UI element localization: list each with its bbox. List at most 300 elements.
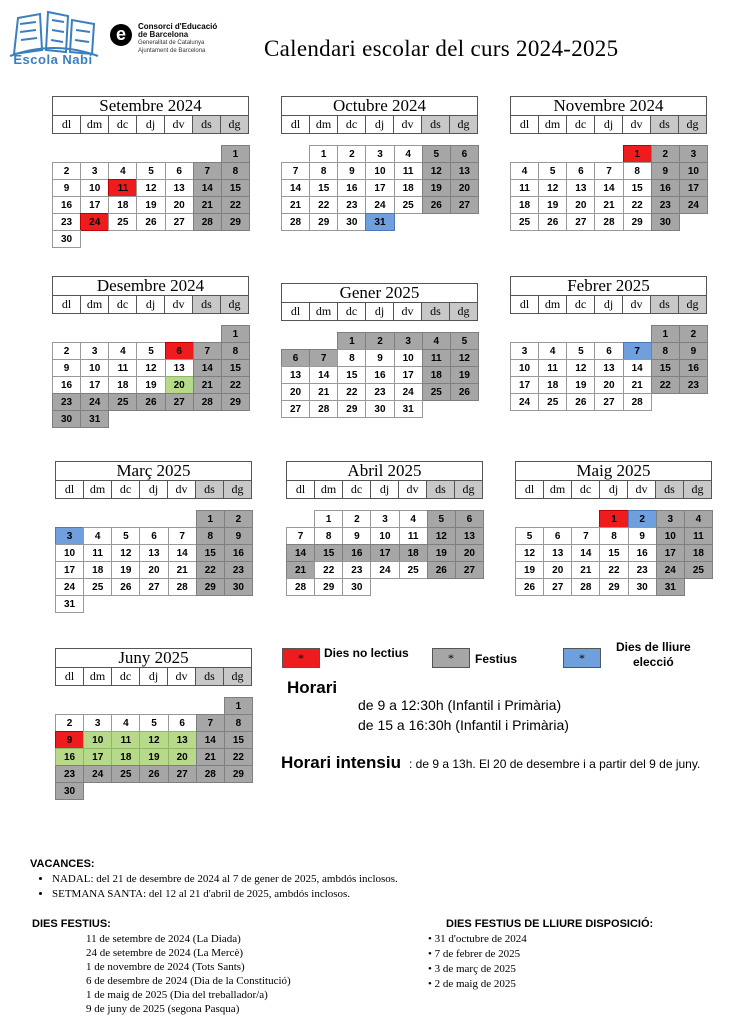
day-cell: 17 (510, 376, 539, 394)
month-calendar (55, 648, 252, 799)
empty-cell (139, 697, 168, 715)
empty-cell (594, 325, 623, 343)
day-grid (510, 325, 707, 410)
day-cell: 11 (538, 359, 567, 377)
day-cell: 3 (679, 145, 708, 163)
day-cell: 25 (538, 393, 567, 411)
day-cell: 16 (52, 376, 81, 394)
day-cell: 3 (55, 527, 84, 545)
vacances-item: • SETMANA SANTA: del 12 al 21 d'abril de 2025, ambdós inclosos. (52, 887, 398, 902)
empty-cell (543, 510, 572, 528)
day-cell: 13 (281, 366, 310, 384)
day-cell: 24 (80, 393, 109, 411)
weekday-label: dj (366, 303, 394, 321)
weekday-label: dl (56, 668, 84, 686)
day-cell: 17 (55, 561, 84, 579)
day-cell: 9 (55, 731, 84, 749)
day-cell: 14 (196, 731, 225, 749)
day-cell: 11 (684, 527, 713, 545)
day-cell: 1 (221, 145, 250, 163)
day-cell: 8 (196, 527, 225, 545)
day-cell: 29 (623, 213, 652, 231)
day-cell: 11 (108, 359, 137, 377)
day-cell: 20 (168, 748, 197, 766)
day-cell: 27 (455, 561, 484, 579)
month-calendar (52, 96, 249, 247)
empty-cell (538, 325, 567, 343)
weekday-label: ds (651, 296, 679, 314)
empty-cell (111, 697, 140, 715)
consorci-line-4: Ajuntament de Barcelona (138, 48, 206, 54)
day-cell: 3 (510, 342, 539, 360)
day-cell: 16 (628, 544, 657, 562)
month-title: Abril 2025 (286, 461, 483, 481)
weekday-label: dj (366, 116, 394, 134)
day-cell: 24 (679, 196, 708, 214)
weekday-label: dv (399, 481, 427, 499)
day-cell: 16 (224, 544, 253, 562)
empty-cell (136, 325, 165, 343)
day-cell: 26 (136, 393, 165, 411)
weekday-label: dv (623, 116, 651, 134)
day-cell: 12 (427, 527, 456, 545)
day-cell: 5 (422, 145, 451, 163)
day-cell: 2 (52, 162, 81, 180)
day-cell: 13 (165, 179, 194, 197)
month-title: Novembre 2024 (510, 96, 707, 116)
day-cell: 14 (309, 366, 338, 384)
day-cell: 27 (168, 765, 197, 783)
day-cell: 28 (281, 213, 310, 231)
day-cell: 29 (337, 400, 366, 418)
day-cell: 5 (427, 510, 456, 528)
lliure-item: • 2 de maig de 2025 (428, 977, 527, 992)
day-cell: 17 (370, 544, 399, 562)
day-cell: 21 (193, 196, 222, 214)
day-cell: 28 (286, 578, 315, 596)
weekday-label: dm (81, 296, 109, 314)
day-cell: 13 (455, 527, 484, 545)
day-cell: 14 (168, 544, 197, 562)
empty-cell (309, 332, 338, 350)
day-cell: 26 (139, 765, 168, 783)
weekday-label: ds (193, 296, 221, 314)
vacances-item: • NADAL: del 21 de desembre de 2024 al 7 de gener de 2025, ambdós inclosos. (52, 872, 398, 887)
day-cell: 10 (83, 731, 112, 749)
day-cell: 6 (543, 527, 572, 545)
month-title: Gener 2025 (281, 283, 478, 303)
day-cell: 16 (679, 359, 708, 377)
day-cell: 25 (111, 765, 140, 783)
day-cell: 31 (80, 410, 109, 428)
day-cell: 19 (538, 196, 567, 214)
day-cell: 8 (221, 162, 250, 180)
weekday-label: dg (455, 481, 483, 499)
weekday-label: dc (572, 481, 600, 499)
day-cell: 12 (450, 349, 479, 367)
day-cell: 1 (337, 332, 366, 350)
day-cell: 8 (337, 349, 366, 367)
day-cell: 16 (337, 179, 366, 197)
day-cell: 7 (168, 527, 197, 545)
day-cell: 2 (628, 510, 657, 528)
day-cell: 7 (281, 162, 310, 180)
day-cell: 14 (281, 179, 310, 197)
empty-cell (52, 325, 81, 343)
day-cell: 10 (394, 349, 423, 367)
day-cell: 15 (623, 179, 652, 197)
day-cell: 18 (108, 376, 137, 394)
legend-lliure-label (616, 640, 691, 670)
day-grid (52, 145, 249, 247)
day-grid (52, 325, 249, 427)
consorci-line-3: Generalitat de Catalunya (138, 40, 205, 46)
empty-cell (108, 145, 137, 163)
day-cell: 12 (111, 544, 140, 562)
lliure-item: • 31 d'octubre de 2024 (428, 932, 527, 947)
day-cell: 4 (111, 714, 140, 732)
day-cell: 15 (337, 366, 366, 384)
day-cell: 5 (450, 332, 479, 350)
day-cell: 23 (337, 196, 366, 214)
day-cell: 8 (623, 162, 652, 180)
day-cell: 18 (111, 748, 140, 766)
day-cell: 6 (450, 145, 479, 163)
day-cell: 30 (224, 578, 253, 596)
weekday-label: dv (623, 296, 651, 314)
day-cell: 12 (136, 359, 165, 377)
weekday-label: dv (168, 668, 196, 686)
weekday-header (281, 116, 478, 134)
day-cell: 25 (394, 196, 423, 214)
weekday-label: dc (112, 481, 140, 499)
day-cell: 7 (196, 714, 225, 732)
day-cell: 19 (111, 561, 140, 579)
day-cell: 8 (221, 342, 250, 360)
day-cell: 20 (165, 376, 194, 394)
empty-cell (80, 145, 109, 163)
weekday-label: dm (539, 116, 567, 134)
day-cell: 24 (83, 765, 112, 783)
empty-cell (80, 325, 109, 343)
empty-cell (196, 697, 225, 715)
day-cell: 30 (651, 213, 680, 231)
day-cell: 7 (286, 527, 315, 545)
day-cell: 6 (455, 510, 484, 528)
day-cell: 13 (566, 179, 595, 197)
weekday-header (281, 303, 478, 321)
weekday-label: dc (112, 668, 140, 686)
day-cell: 5 (139, 714, 168, 732)
day-cell: 28 (196, 765, 225, 783)
day-grid (55, 697, 252, 799)
day-cell: 30 (337, 213, 366, 231)
day-cell: 1 (651, 325, 680, 343)
festiu-item: 1 de maig de 2025 (Dia del treballador/a) (86, 989, 268, 1001)
day-cell: 15 (314, 544, 343, 562)
day-cell: 6 (165, 162, 194, 180)
weekday-header (510, 116, 707, 134)
weekday-label: dv (628, 481, 656, 499)
day-cell: 9 (679, 342, 708, 360)
empty-cell (594, 145, 623, 163)
weekday-label: dc (567, 296, 595, 314)
legend-lliure-swatch: * (563, 648, 601, 668)
day-cell: 17 (80, 376, 109, 394)
day-cell: 10 (679, 162, 708, 180)
weekday-label: dl (516, 481, 544, 499)
day-cell: 27 (165, 213, 194, 231)
day-cell: 29 (309, 213, 338, 231)
weekday-label: dc (109, 116, 137, 134)
day-cell: 20 (165, 196, 194, 214)
day-cell: 22 (337, 383, 366, 401)
empty-cell (538, 145, 567, 163)
day-grid (515, 510, 712, 595)
weekday-label: dg (450, 303, 478, 321)
weekday-label: dl (53, 296, 81, 314)
day-cell: 27 (543, 578, 572, 596)
day-cell: 6 (594, 342, 623, 360)
lliure-item: • 3 de març de 2025 (428, 962, 527, 977)
weekday-label: ds (656, 481, 684, 499)
day-cell: 10 (365, 162, 394, 180)
weekday-label: dm (539, 296, 567, 314)
day-cell: 3 (394, 332, 423, 350)
weekday-header (510, 296, 707, 314)
day-cell: 14 (571, 544, 600, 562)
day-cell: 11 (83, 544, 112, 562)
month-calendar (281, 96, 478, 230)
weekday-label: dj (140, 481, 168, 499)
day-cell: 17 (365, 179, 394, 197)
day-cell: 22 (221, 196, 250, 214)
day-cell: 11 (422, 349, 451, 367)
weekday-label: dj (595, 116, 623, 134)
day-cell: 21 (571, 561, 600, 579)
weekday-label: ds (422, 303, 450, 321)
month-title: Setembre 2024 (52, 96, 249, 116)
day-cell: 24 (370, 561, 399, 579)
lliure-item: • 7 de febrer de 2025 (428, 947, 527, 962)
day-grid (55, 510, 252, 612)
day-cell: 13 (168, 731, 197, 749)
legend-lliure-line-2: elecció (633, 655, 674, 669)
weekday-label: dg (221, 116, 249, 134)
weekday-header (55, 481, 252, 499)
day-cell: 18 (108, 196, 137, 214)
day-cell: 4 (399, 510, 428, 528)
day-cell: 12 (422, 162, 451, 180)
day-cell: 6 (281, 349, 310, 367)
weekday-label: dc (338, 116, 366, 134)
day-cell: 23 (224, 561, 253, 579)
day-cell: 7 (571, 527, 600, 545)
day-cell: 5 (538, 162, 567, 180)
day-cell: 1 (623, 145, 652, 163)
month-calendar (281, 283, 478, 417)
day-cell: 2 (679, 325, 708, 343)
day-cell: 20 (455, 544, 484, 562)
empty-cell (566, 325, 595, 343)
day-cell: 4 (83, 527, 112, 545)
day-cell: 28 (594, 213, 623, 231)
day-cell: 20 (139, 561, 168, 579)
weekday-label: dm (310, 116, 338, 134)
day-cell: 24 (55, 578, 84, 596)
day-cell: 31 (394, 400, 423, 418)
empty-cell (55, 510, 84, 528)
empty-cell (108, 325, 137, 343)
legend-no-lectius-label: Dies no lectius (324, 646, 409, 660)
consorci-line-1: Consorci d'Educació (138, 22, 218, 31)
festiu-item: 1 de novembre de 2024 (Tots Sants) (86, 961, 245, 973)
month-title: Febrer 2025 (510, 276, 707, 296)
day-cell: 10 (370, 527, 399, 545)
weekday-label: dl (511, 116, 539, 134)
day-cell: 16 (55, 748, 84, 766)
day-cell: 7 (594, 162, 623, 180)
day-cell: 10 (510, 359, 539, 377)
weekday-label: dg (684, 481, 712, 499)
month-title: Març 2025 (55, 461, 252, 481)
day-cell: 22 (599, 561, 628, 579)
day-cell: 12 (538, 179, 567, 197)
day-cell: 20 (543, 561, 572, 579)
day-cell: 26 (515, 578, 544, 596)
weekday-header (286, 481, 483, 499)
day-cell: 12 (139, 731, 168, 749)
day-cell: 12 (136, 179, 165, 197)
day-cell: 9 (342, 527, 371, 545)
day-cell: 4 (108, 162, 137, 180)
day-grid (281, 332, 478, 417)
dies-festius-list (86, 932, 291, 1016)
day-cell: 26 (422, 196, 451, 214)
weekday-label: dl (53, 116, 81, 134)
day-cell: 27 (165, 393, 194, 411)
day-cell: 27 (139, 578, 168, 596)
day-cell: 17 (83, 748, 112, 766)
month-calendar (515, 461, 712, 595)
day-cell: 20 (594, 376, 623, 394)
day-cell: 23 (365, 383, 394, 401)
day-cell: 19 (566, 376, 595, 394)
day-cell: 25 (108, 213, 137, 231)
day-cell: 29 (599, 578, 628, 596)
empty-cell (281, 145, 310, 163)
day-cell: 10 (80, 359, 109, 377)
day-cell: 15 (599, 544, 628, 562)
day-cell: 25 (108, 393, 137, 411)
day-cell: 9 (628, 527, 657, 545)
day-cell: 31 (365, 213, 394, 231)
day-cell: 16 (52, 196, 81, 214)
day-cell: 24 (656, 561, 685, 579)
day-cell: 21 (594, 196, 623, 214)
day-cell: 18 (399, 544, 428, 562)
weekday-label: dj (600, 481, 628, 499)
day-cell: 21 (623, 376, 652, 394)
weekday-header (52, 116, 249, 134)
day-cell: 26 (111, 578, 140, 596)
weekday-label: ds (196, 481, 224, 499)
day-cell: 7 (309, 349, 338, 367)
day-cell: 26 (427, 561, 456, 579)
empty-cell (83, 510, 112, 528)
day-cell: 2 (651, 145, 680, 163)
day-cell: 24 (365, 196, 394, 214)
day-cell: 30 (628, 578, 657, 596)
weekday-label: dj (140, 668, 168, 686)
day-cell: 15 (224, 731, 253, 749)
day-cell: 17 (394, 366, 423, 384)
day-cell: 20 (281, 383, 310, 401)
weekday-label: dm (310, 303, 338, 321)
empty-cell (510, 325, 539, 343)
day-cell: 7 (193, 162, 222, 180)
weekday-label: dc (109, 296, 137, 314)
day-cell: 25 (684, 561, 713, 579)
consorci-e-icon: e (110, 24, 132, 46)
day-cell: 16 (342, 544, 371, 562)
day-cell: 19 (427, 544, 456, 562)
legend-festius-label: Festius (475, 652, 518, 666)
day-cell: 15 (221, 359, 250, 377)
month-calendar (510, 96, 707, 230)
day-cell: 6 (566, 162, 595, 180)
day-cell: 1 (309, 145, 338, 163)
day-cell: 3 (365, 145, 394, 163)
day-cell: 30 (52, 230, 81, 248)
day-cell: 22 (623, 196, 652, 214)
day-cell: 28 (623, 393, 652, 411)
day-cell: 19 (139, 748, 168, 766)
day-cell: 15 (221, 179, 250, 197)
weekday-label: dv (165, 116, 193, 134)
empty-cell (55, 697, 84, 715)
day-cell: 3 (80, 342, 109, 360)
consorci-line-2: de Barcelona (138, 30, 189, 39)
empty-cell (139, 510, 168, 528)
day-cell: 25 (422, 383, 451, 401)
day-cell: 13 (594, 359, 623, 377)
day-cell: 3 (370, 510, 399, 528)
empty-cell (52, 145, 81, 163)
weekday-label: ds (651, 116, 679, 134)
day-cell: 21 (309, 383, 338, 401)
weekday-label: dc (338, 303, 366, 321)
day-cell: 1 (224, 697, 253, 715)
weekday-label: dg (224, 668, 252, 686)
day-cell: 27 (566, 213, 595, 231)
day-cell: 29 (224, 765, 253, 783)
day-cell: 24 (80, 213, 109, 231)
day-cell: 23 (679, 376, 708, 394)
horari-line-1: de 9 a 12:30h (Infantil i Primària) (358, 697, 562, 713)
weekday-label: dc (343, 481, 371, 499)
empty-cell (566, 145, 595, 163)
day-cell: 7 (193, 342, 222, 360)
day-cell: 18 (538, 376, 567, 394)
day-cell: 4 (108, 342, 137, 360)
day-cell: 26 (136, 213, 165, 231)
day-cell: 5 (111, 527, 140, 545)
day-cell: 7 (623, 342, 652, 360)
day-cell: 30 (342, 578, 371, 596)
day-grid (510, 145, 707, 230)
day-cell: 31 (55, 595, 84, 613)
